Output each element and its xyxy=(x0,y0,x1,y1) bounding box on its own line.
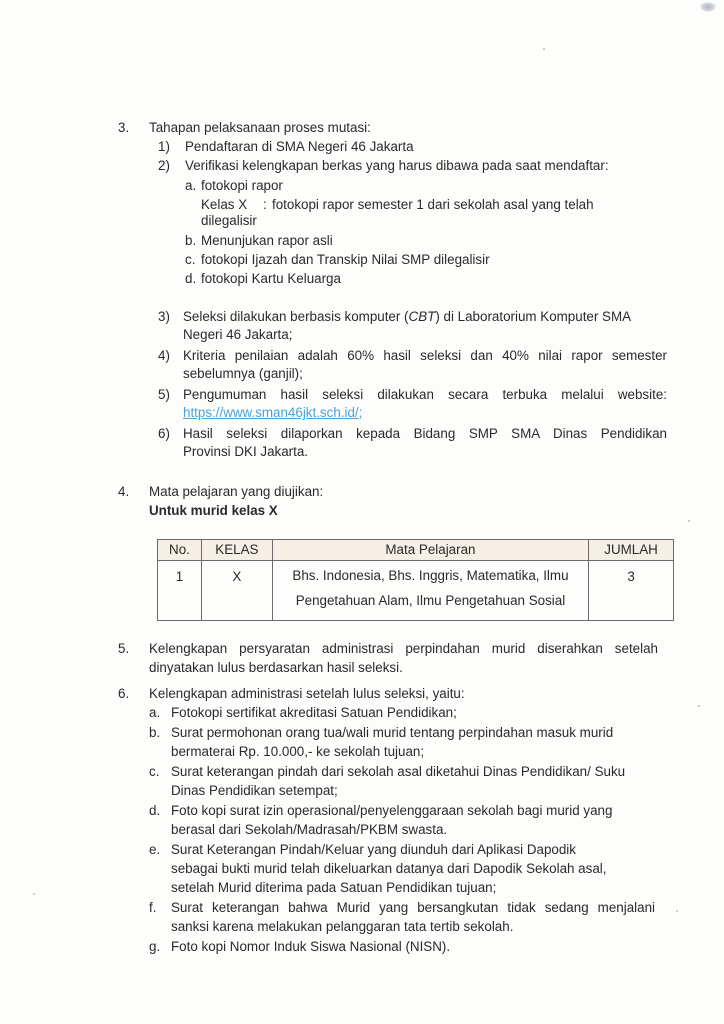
step-text: Pengumuman hasil seleksi dilakukan secara terbuka melalui website: xyxy=(183,387,667,402)
section-number: 4. xyxy=(118,484,130,499)
list-item-text: fotokopi Ijazah dan Transkip Nilai SMP dilegalisir xyxy=(201,252,490,267)
subject-line: Bhs. Indonesia, Bhs. Inggris, Matematika, Ilmu xyxy=(292,568,569,583)
list-item-text: bermaterai Rp. 10.000,- ke sekolah tujuan; xyxy=(171,744,425,759)
step-text xyxy=(183,309,631,325)
link-suffix: ; xyxy=(358,405,363,420)
cell-no: 1 xyxy=(158,561,202,621)
scan-speck xyxy=(698,705,700,707)
step-number: 5) xyxy=(158,387,170,402)
step-number: 4) xyxy=(158,348,170,363)
cbt-abbreviation: CBT xyxy=(408,309,436,324)
column-header-no: No. xyxy=(158,540,202,561)
list-item-text: Foto kopi Nomor Induk Siswa Nasional (NISN). xyxy=(171,939,451,954)
cell-mata-pelajaran xyxy=(272,561,588,621)
list-item-text: sanksi karena melakukan pelanggaran tata tertib sekolah. xyxy=(171,919,514,934)
step-text: Verifikasi kelengkapan berkas yang harus dibawa pada saat mendaftar: xyxy=(185,158,609,173)
section-title: Tahapan pelaksanaan proses mutasi: xyxy=(149,120,371,135)
list-item-text: Surat permohonan orang tua/wali murid tentang perpindahan masuk murid xyxy=(171,725,614,740)
list-letter: a. xyxy=(185,178,197,193)
list-letter: f. xyxy=(149,900,157,915)
scan-speck xyxy=(688,520,690,522)
step-text: Kriteria penilaian adalah 60% hasil seleksi dan 40% nilai rapor semester xyxy=(183,348,667,363)
list-item-text: Menunjukan rapor asli xyxy=(201,233,333,248)
scan-speck xyxy=(33,893,35,895)
step-text: Negeri 46 Jakarta; xyxy=(183,327,293,342)
section-title: Mata pelajaran yang diujikan: xyxy=(149,484,324,499)
list-item-text: setelah Murid diterima pada Satuan Pendidikan tujuan; xyxy=(171,880,497,895)
list-letter: c. xyxy=(149,764,160,779)
cell-jumlah: 3 xyxy=(589,561,674,621)
list-letter: b. xyxy=(185,233,197,248)
website-link-line xyxy=(183,405,362,421)
list-item-text: Foto kopi surat izin operasional/penyelenggaraan sekolah bagi murid yang xyxy=(171,803,613,818)
list-letter: a. xyxy=(149,705,161,720)
step-text: Provinsi DKI Jakarta. xyxy=(183,444,309,459)
subject-line: Pengetahuan Alam, Ilmu Pengetahuan Sosial xyxy=(295,593,566,608)
scan-speck xyxy=(543,48,545,50)
list-item-text: fotokopi rapor xyxy=(201,178,283,193)
table-header-row xyxy=(158,540,674,561)
section-text: Kelengkapan persyaratan administrasi perpindahan murid diserahkan setelah xyxy=(149,641,658,656)
step-number: 1) xyxy=(158,139,170,154)
section-text: dinyatakan lulus berdasarkan hasil seleksi. xyxy=(149,660,403,675)
list-item-text: Dinas Pendidikan setempat; xyxy=(171,783,338,798)
column-header-kelas: KELAS xyxy=(201,540,272,561)
rapor-detail-text: dilegalisir xyxy=(201,213,257,228)
rapor-detail-label: Kelas X xyxy=(201,197,248,212)
column-header-jumlah: JUMLAH xyxy=(589,540,674,561)
scan-speck xyxy=(676,910,678,912)
section-number: 3. xyxy=(118,120,130,135)
list-letter: g. xyxy=(149,939,161,954)
rapor-detail-text: fotokopi rapor semester 1 dari sekolah asal yang telah xyxy=(272,197,594,212)
table-row xyxy=(158,561,674,621)
list-item-text: fotokopi Kartu Keluarga xyxy=(201,271,341,286)
step-text: Pendaftaran di SMA Negeri 46 Jakarta xyxy=(185,139,414,154)
list-letter: d. xyxy=(149,803,161,818)
step-number: 3) xyxy=(158,309,170,324)
list-item-text: Surat keterangan bahwa Murid yang bersangkutan tidak sedang menjalani xyxy=(171,900,655,915)
list-letter: c. xyxy=(185,252,196,267)
scan-artifact-mark xyxy=(700,2,716,12)
section-number: 6. xyxy=(118,686,130,701)
section-subtitle: Untuk murid kelas X xyxy=(149,503,278,518)
website-link[interactable]: https://www.sman46jkt.sch.id/ xyxy=(183,405,359,420)
step-text: Hasil seleksi dilaporkan kepada Bidang SMP SMA Dinas Pendidikan xyxy=(183,426,667,441)
list-letter: b. xyxy=(149,725,161,740)
step-text-part: Seleksi dilakukan berbasis komputer ( xyxy=(183,309,409,324)
section-number: 5. xyxy=(118,641,130,656)
step-number: 2) xyxy=(158,158,170,173)
step-text: sebelumnya (ganjil); xyxy=(183,366,303,381)
rapor-detail-separator: : xyxy=(263,197,267,212)
column-header-mata-pelajaran: Mata Pelajaran xyxy=(272,540,588,561)
list-item-text: Fotokopi sertifikat akreditasi Satuan Pendidikan; xyxy=(171,705,457,720)
list-letter: d. xyxy=(185,271,197,286)
list-item-text: Surat Keterangan Pindah/Keluar yang diunduh dari Aplikasi Dapodik xyxy=(171,842,576,857)
cell-kelas: X xyxy=(201,561,272,621)
subjects-table xyxy=(157,539,674,621)
list-letter: e. xyxy=(149,842,161,857)
list-item-text: sebagai bukti murid telah dikeluarkan datanya dari Dapodik Sekolah asal, xyxy=(171,861,607,876)
list-item-text: berasal dari Sekolah/Madrasah/PKBM swasta. xyxy=(171,822,448,837)
step-text-part: ) di Laboratorium Komputer SMA xyxy=(435,309,632,324)
section-title: Kelengkapan administrasi setelah lulus seleksi, yaitu: xyxy=(149,686,465,701)
list-item-text: Surat keterangan pindah dari sekolah asal diketahui Dinas Pendidikan/ Suku xyxy=(171,764,626,779)
step-number: 6) xyxy=(158,426,170,441)
